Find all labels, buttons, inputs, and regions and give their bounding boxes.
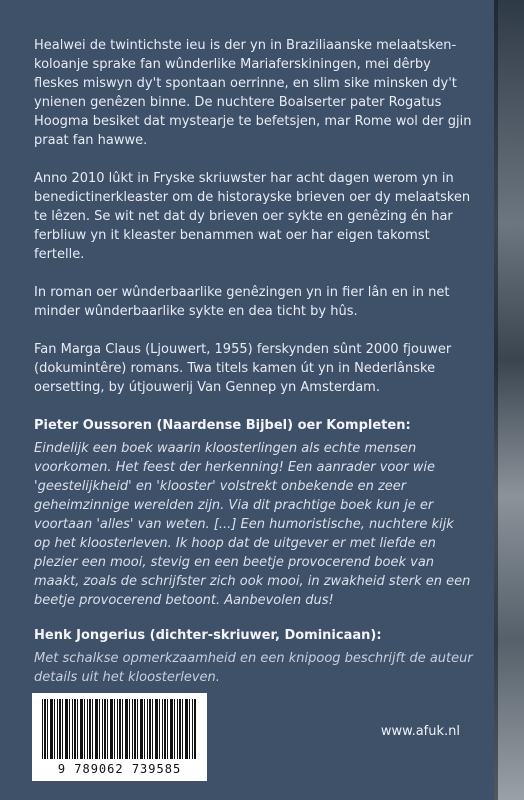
back-cover-text bbox=[34, 36, 474, 703]
barcode-panel bbox=[32, 693, 207, 781]
review-source-2: Henk Jongerius (dichter-skriuwer, Dominicaan): bbox=[34, 628, 382, 643]
review-source-1: Pieter Oussoren (Naardense Bijbel) oer Kompleten: bbox=[34, 418, 411, 433]
review-text-2: Met schalkse opmerkzaamheid en een knipoog beschrijft de auteur details uit het kloosterleven. bbox=[34, 651, 473, 685]
blurb-paragraph-2: Anno 2010 lûkt in Fryske skriuwster har acht dagen werom yn in benedictinerkleaster om de historayske brieven oer dy melaatsken te lêzen. Se wit net dat dy brieven oer sykte en genêzing én har ferbliuw yn it kleaster benammen wat oer har eigen takomst fertelle. bbox=[34, 171, 471, 262]
publisher-website: www.afuk.nl bbox=[380, 724, 460, 739]
author-bio: Fan Marga Claus (Ljouwert, 1955) ferskynden sûnt 2000 fjouwer (dokumintêre) romans. Twa titels kamen út yn in Nederlânske oersetting, by útjouwerij Van Gennep yn Amsterdam. bbox=[34, 342, 452, 395]
blurb-paragraph-3: In roman oer wûnderbaarlike genêzingen yn in fier lân en in net minder wûnderbaarlike sykte en dea ticht by hûs. bbox=[34, 285, 450, 319]
isbn-number: 9 789062 739585 bbox=[57, 762, 182, 776]
review-quote-1 bbox=[34, 416, 474, 610]
cover-photo-edge bbox=[494, 0, 524, 800]
barcode-icon bbox=[42, 699, 197, 759]
review-quote-2 bbox=[34, 626, 474, 687]
review-text-1: Eindelijk een boek waarin kloosterlingen als echte mensen voorkomen. Het feest der herkenning! Een aanrader voor wie 'geestelijkheid' en 'klooster' volstrekt onbekende en zeer geheimzinnige werelden zijn. Via dit prachtige boek kun je er voortaan 'alles' van weten. [...] Een humoristische, nuchtere kijk op het kloosterleven. Ik hoop dat de uitgever er met liefde en plezier een mooi, stevig en een beetje provocerend boek van maakt, zoals de schrijfster zich ook mooi, in zwakheid sterk en een beetje provocerend betoont. Aanbevolen dus! bbox=[34, 441, 471, 608]
blurb-paragraph-1: Healwei de twintichste ieu is der yn in Braziliaanske melaatsken-koloanje sprake fan wûnderlike Mariaferskiningen, mei dêrby fleskes miswyn dy't spontaan oerrinne, en slim sike minsken dy't ynienen genêzen binne. De nuchtere Boalserter pater Rogatus Hoogma besiket dat mystearje te befetsjen, mar Rome wol der gjin praat fan hawwe. bbox=[34, 38, 472, 148]
